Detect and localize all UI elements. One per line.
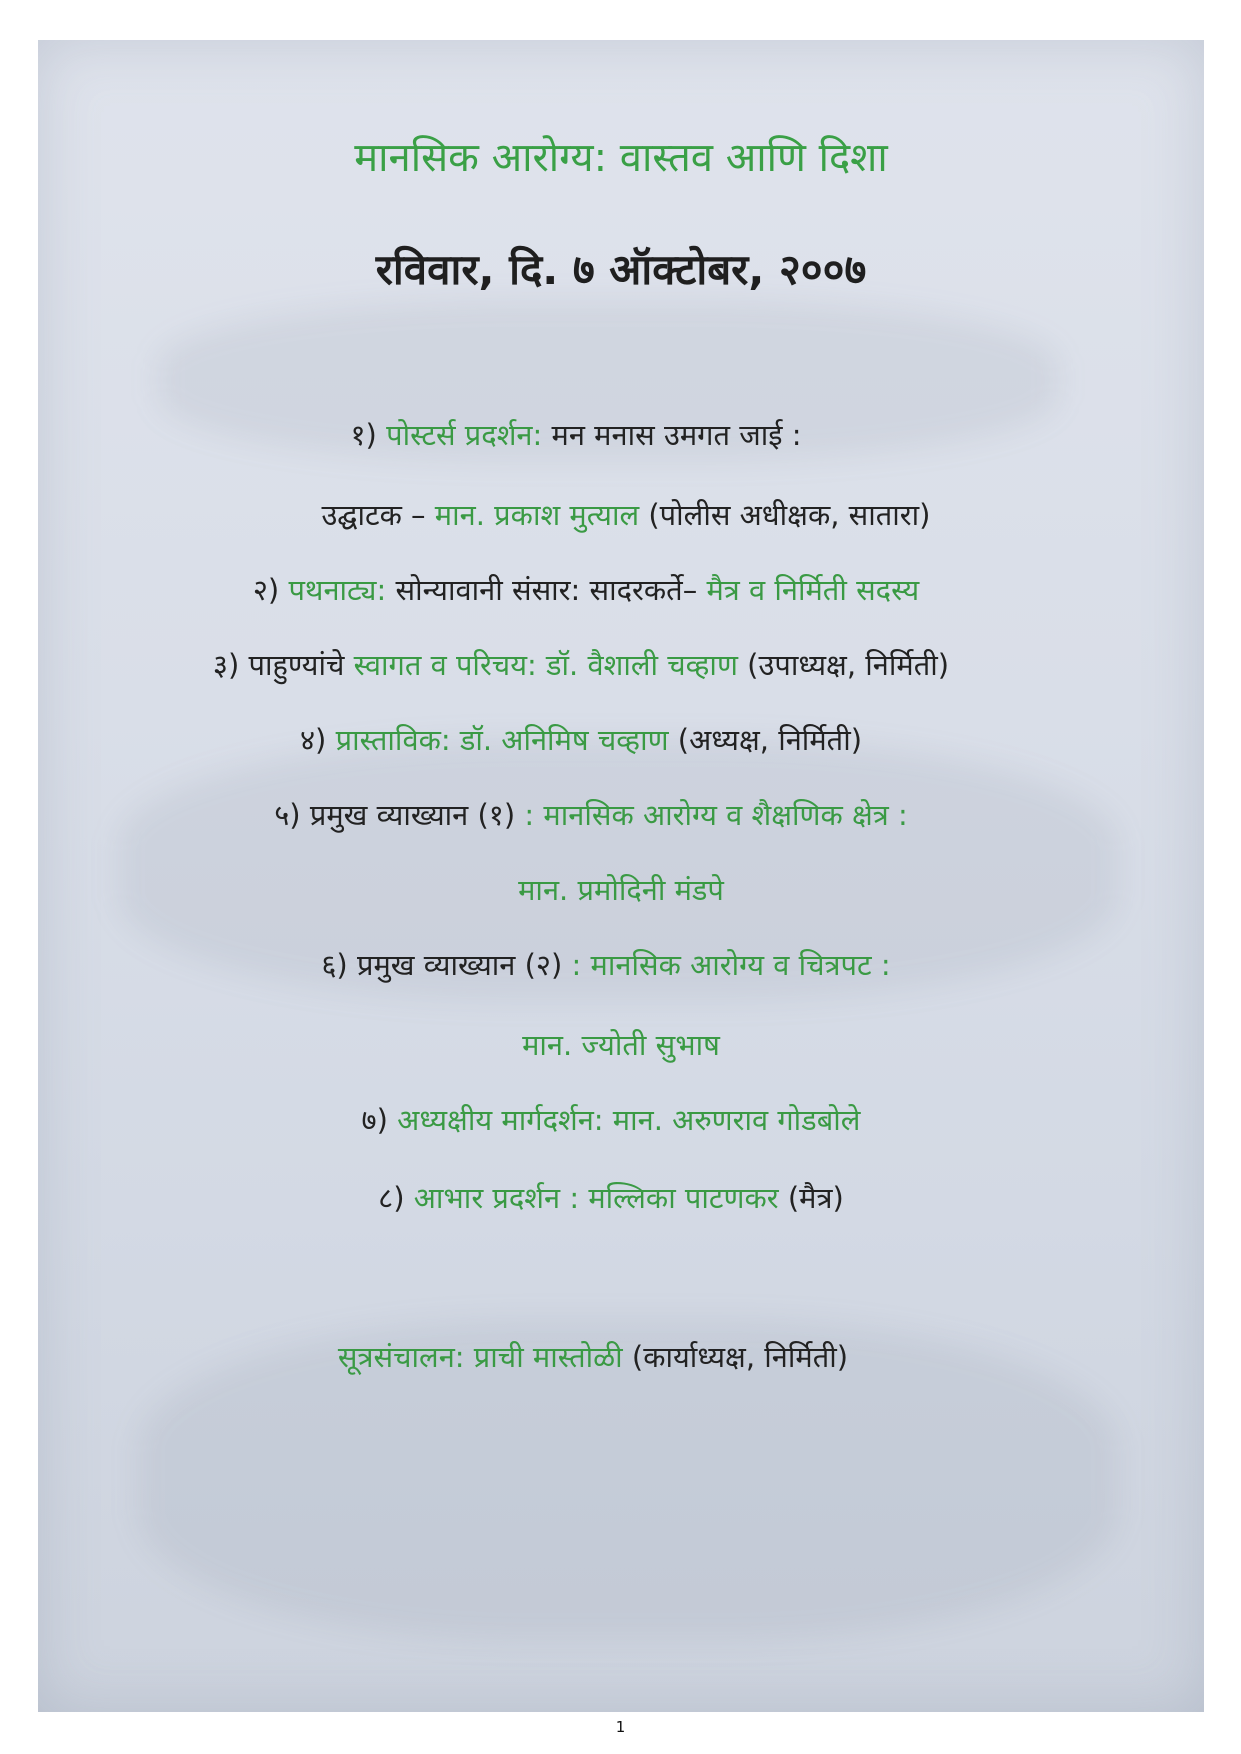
person-name: मान. अरुणराव गोडबोले: [603, 1103, 861, 1137]
item-number: ३): [212, 648, 240, 682]
program-item-6-speaker: [38, 1025, 1204, 1064]
item-label: अध्यक्षीय मार्गदर्शन:: [397, 1103, 604, 1137]
person-name: डॉ. वैशाली चव्हाण: [536, 648, 738, 682]
page-number: 1: [615, 1718, 626, 1736]
item-label-2: स्वागत व परिचय:: [344, 648, 537, 682]
item-number: ६): [321, 948, 348, 982]
program-item-1: [0, 415, 1159, 454]
program-item-5-speaker: [38, 870, 1204, 909]
item-text: सोन्यावानी संसार: सादरकर्ते–: [386, 573, 707, 607]
anchor-detail: (कार्याध्यक्ष, निर्मिती): [622, 1340, 849, 1374]
item-label: पाहुण्यांचे: [248, 648, 345, 682]
lecture-topic: : मानसिक आरोग्य व शैक्षणिक क्षेत्र :: [515, 798, 908, 832]
anchor-label: सूत्रसंचालन:: [337, 1340, 465, 1374]
item-number: ५): [274, 798, 301, 832]
item-number: ८): [378, 1181, 405, 1215]
anchor-line: [10, 1337, 1176, 1376]
page-title: मानसिक आरोग्य: वास्तव आणि दिशा: [354, 135, 888, 181]
person-detail: (पोलीस अधीक्षक, सातारा): [639, 498, 931, 532]
speaker-name: मान. ज्योती सुभाष: [522, 1028, 720, 1062]
person-name: मान. प्रकाश मुत्याल: [434, 498, 640, 532]
item-label: पथनाट्य:: [288, 573, 387, 607]
document-page: [38, 40, 1204, 1712]
item-number: २): [252, 573, 280, 607]
item-label: प्रमुख व्याख्यान (१): [309, 798, 516, 832]
program-item-5: [8, 795, 1174, 834]
program-item-6: [23, 945, 1189, 984]
lecture-topic: : मानसिक आरोग्य व चित्रपट :: [562, 948, 891, 982]
item-text: मन मनास उमगत जाई :: [542, 418, 802, 452]
item-number: १): [350, 418, 377, 452]
program-item-2: [3, 570, 1169, 609]
program-item-4: [0, 720, 1164, 759]
program-item-3: [0, 645, 1164, 684]
event-date: रविवार, दि. ७ ऑक्टोबर, २००७: [375, 245, 867, 294]
item-label: प्रास्ताविक:: [335, 723, 451, 757]
item-label: पोस्टर्स प्रदर्शन:: [386, 418, 543, 452]
performers: मैत्र व निर्मिती सदस्य: [706, 573, 920, 607]
item-label: प्रमुख व्याख्यान (२): [356, 948, 563, 982]
person-name: मल्लिका पाटणकर: [579, 1181, 779, 1215]
item-number: ७): [361, 1103, 388, 1137]
person-detail: (मैत्र): [778, 1181, 844, 1215]
program-item-1-inaugurator: [43, 495, 1209, 534]
anchor-name: प्राची मास्तोळी: [464, 1340, 623, 1374]
item-label: उद्घाटक –: [321, 498, 435, 532]
person-detail: (उपाध्यक्ष, निर्मिती): [737, 648, 950, 682]
item-number: ४): [299, 723, 327, 757]
speaker-name: मान. प्रमोदिनी मंडपे: [518, 873, 724, 907]
person-detail: (अध्यक्ष, निर्मिती): [668, 723, 863, 757]
program-item-7: [28, 1100, 1194, 1139]
person-name: डॉ. अनिमिष चव्हाण: [450, 723, 669, 757]
program-item-8: [28, 1178, 1194, 1217]
item-label: आभार प्रदर्शन :: [413, 1181, 580, 1215]
